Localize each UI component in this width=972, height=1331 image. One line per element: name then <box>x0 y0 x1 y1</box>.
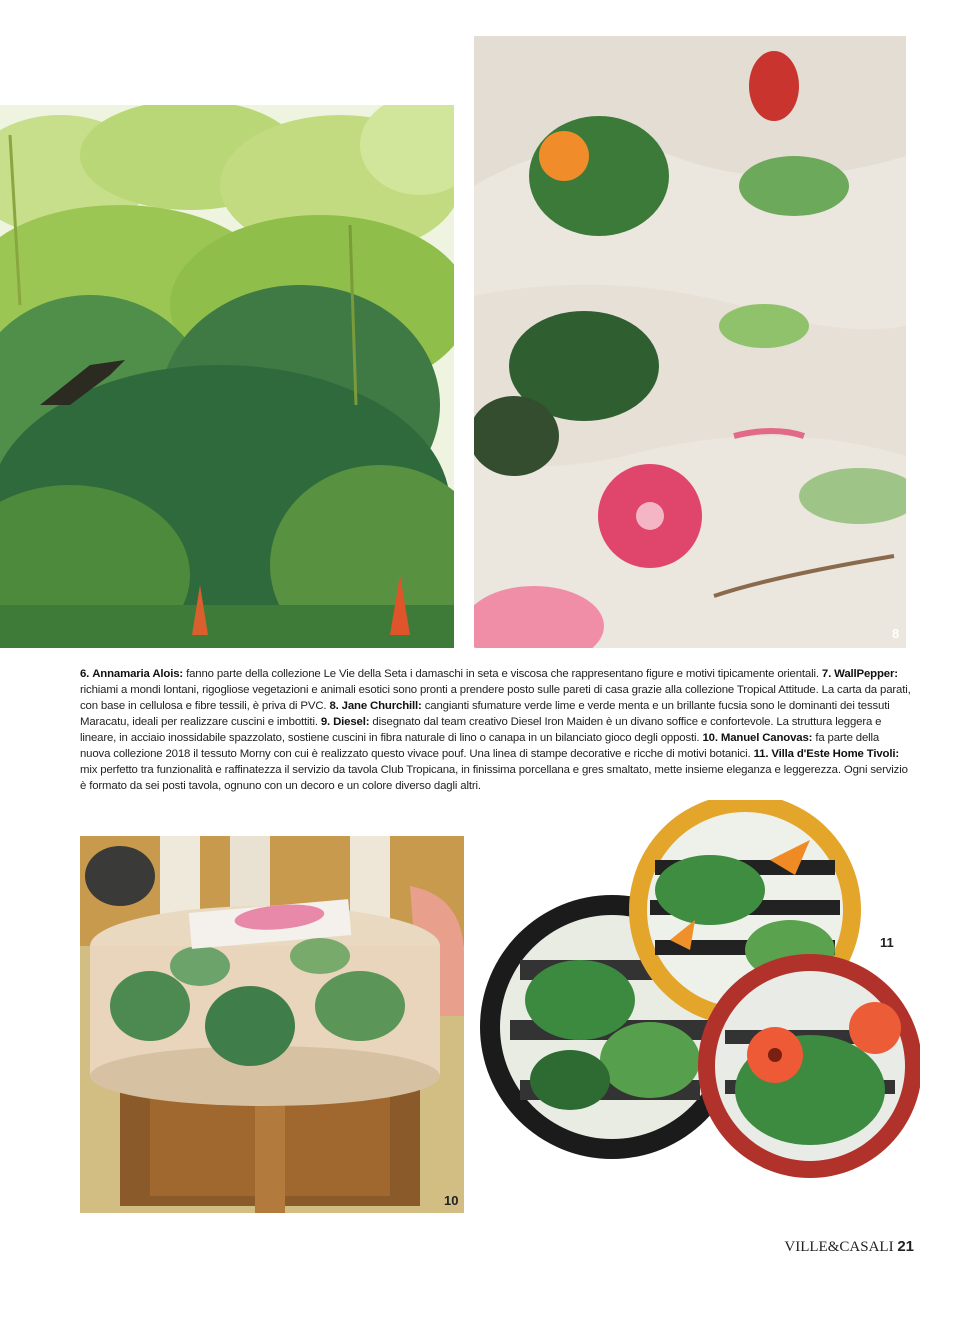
page-footer <box>784 1238 914 1256</box>
photo-number-10: 10 <box>444 1193 459 1208</box>
caption-item-6: 6. Annamaria Alois: fanno parte della collezione Le Vie della Seta i damaschi in seta e viscosa che rappresentano figure e motivi tipicamente orientali. <box>80 668 822 680</box>
plates-photo <box>480 800 920 1180</box>
jungle-wallpaper-photo <box>0 105 454 648</box>
caption-item-9: 9. Diesel: disegnato dal team creativo Diesel Iron Maiden è un divano soffice e confortevole. La struttura leggera e lineare, in acciaio inossidabile spazzolato, sostiene cuscini in fibra naturale di lino o canapa in un bilanciato gioco degli opposti. <box>80 716 882 744</box>
caption-text <box>80 666 912 794</box>
caption-item-10: 10. Manuel Canovas: fa parte della nuova collezione 2018 il tessuto Morny con cui è realizzato questo vivace pouf. Una linea di stampe decorative e ricche di motivi botanici. <box>80 732 880 760</box>
caption-item-11: 11. Villa d'Este Home Tivoli: mix perfetto tra funzionalità e raffinatezza il servizio da tavola Club Tropicana, in finissima porcellana e gres smaltato, mette insieme eleganza e leggerezza. Ogni servizio è formato da sei posti tavola, ognuno con un decoro e un colore diverso dagli altri. <box>80 748 908 792</box>
photo-number-8: 8 <box>892 626 900 641</box>
magazine-name: VILLE&CASALI <box>784 1239 894 1255</box>
fabric-photo <box>474 36 906 648</box>
caption-item-7: 7. WallPepper: richiami a mondi lontani, rigogliose vegetazioni e animali esotici sono pronti a prendere posto sulle pareti di casa grazie alla collezione Tropical Attitude. La carta da parati, con base in cellulosa e fibre tessili, è priva di PVC. <box>80 668 911 712</box>
pouf-photo <box>80 836 464 1213</box>
page-number: 21 <box>897 1238 914 1255</box>
caption-item-8: 8. Jane Churchill: cangianti sfumature verde lime e verde menta e un brillante fucsia sono le dominanti dei tessuti Maracatu, ideali per realizzare cuscini e imbottiti. <box>80 700 890 728</box>
photo-number-11: 11 <box>880 935 894 950</box>
